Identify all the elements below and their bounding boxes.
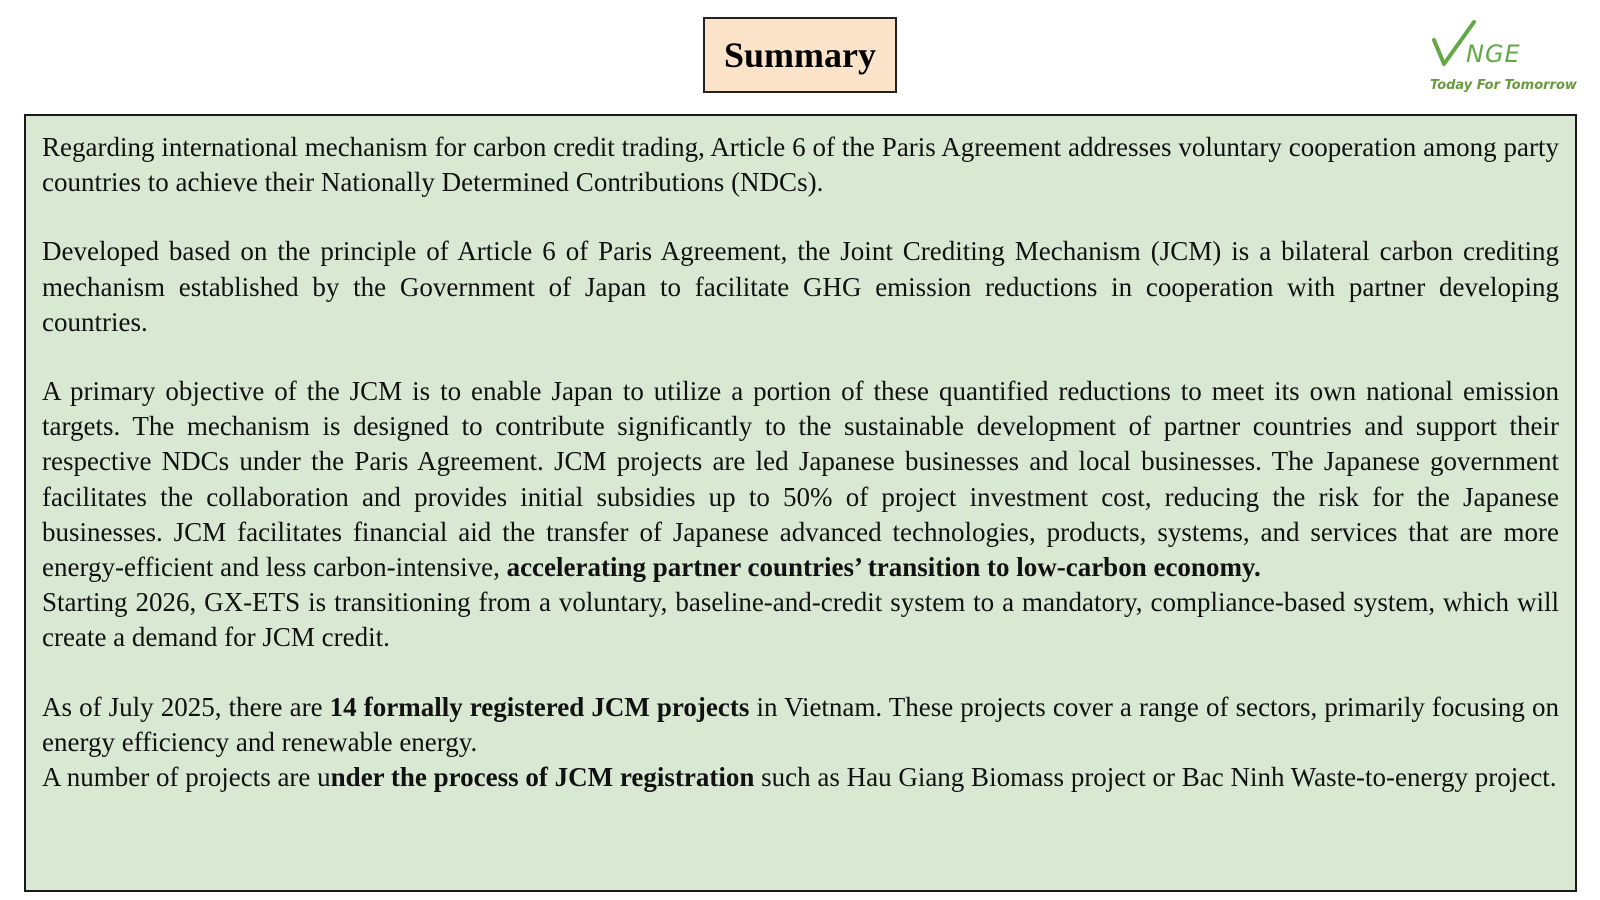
paragraph-vietnam-projects <box>42 690 1559 760</box>
objective-text: A primary objective of the JCM is to enable Japan to utilize a portion of these quantified reductions to meet its own national emission targets. The mechanism is designed to contribute significantly to the sustainable development of partner countries and support their respective NDCs under the Paris Agreement. JCM projects are led Japanese businesses and local businesses. The Japanese government facilitates the collaboration and provides initial subsidies up to 50% of project investment cost, reducing the risk for the Japanese businesses. JCM facilitates financial aid the transfer of Japanese advanced technologies, products, systems, and services that are more energy-efficient and less carbon-intensive, <box>42 376 1559 583</box>
registered-projects-highlight: 14 formally registered JCM projects <box>329 691 750 722</box>
pending-text-post: such as Hau Giang Biomass project or Bac Ninh Waste-to-energy project. <box>754 762 1557 793</box>
logo-tagline: Today For Tomorrow <box>1430 78 1577 93</box>
objective-highlight: accelerating partner countries’ transition to low-carbon economy. <box>506 552 1261 583</box>
registration-process-highlight: nder the process of JCM registration <box>330 762 755 793</box>
logo-mark-text: NGE <box>1466 40 1521 68</box>
vietnam-text-post: in Vietnam. These projects cover a range of sectors, primarily focusing on energy efficiency and renewable energy. <box>42 691 1559 757</box>
vietnam-text-pre: As of July 2025, there are <box>42 691 330 722</box>
summary-content <box>24 114 1577 892</box>
pending-text-pre: A number of projects are u <box>42 762 331 793</box>
page-title: Summary <box>703 17 897 93</box>
company-logo <box>1418 18 1578 102</box>
paragraph-article6: Regarding international mechanism for carbon credit trading, Article 6 of the Paris Agreement addresses voluntary cooperation among party countries to achieve their Nationally Determined Contributions (NDCs). <box>42 132 1559 198</box>
paragraph-jcm-definition: Developed based on the principle of Article 6 of Paris Agreement, the Joint Crediting Mechanism (JCM) is a bilateral carbon crediting mechanism established by the Government of Japan to facilitate GHG emission reductions in cooperation with partner developing countries. <box>42 236 1559 337</box>
paragraph-gx-ets: Starting 2026, GX-ETS is transitioning from a voluntary, baseline-and-credit system to a mandatory, compliance-based system, which will create a demand for JCM credit. <box>42 587 1559 653</box>
paragraph-pending-registration <box>42 760 1559 795</box>
paragraph-jcm-objective <box>42 374 1559 585</box>
